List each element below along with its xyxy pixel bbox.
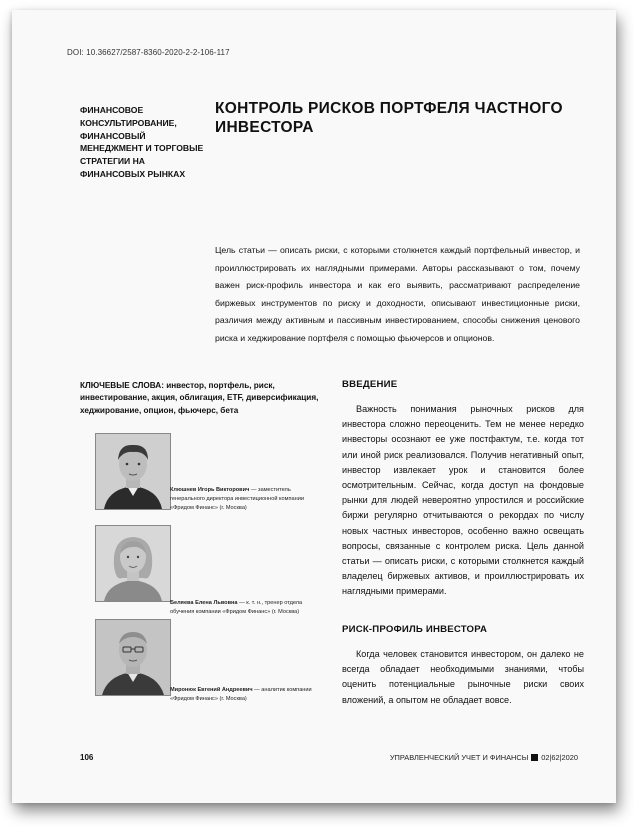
- keywords: КЛЮЧЕВЫЕ СЛОВА: инвестор, портфель, риск, инвестирование, акция, облигация, ETF, диверсификация, хеджирование, опцион, фьючерс, бета: [80, 381, 319, 415]
- author-3-info: [170, 686, 320, 704]
- author-3-desc: — аналитик компании «Фридом Финанс» (г. Москва): [170, 687, 312, 702]
- author-1-name: Клюшнев Игорь Викторович: [170, 487, 250, 493]
- author-2-info: [170, 599, 320, 617]
- author-3-name: Миронюк Евгений Андреевич: [170, 687, 253, 693]
- page-number: 106: [80, 753, 94, 762]
- author-1-info: [170, 486, 320, 513]
- section-risk-profile: [342, 624, 584, 708]
- author-2-name: Беляева Елена Львовна: [170, 600, 238, 606]
- journal-page: [12, 10, 616, 803]
- section-introduction: [342, 379, 584, 600]
- author-1-desc: — заместитель генерального директора инвестиционной компании «Фридом Финанс» (г. Москва): [170, 487, 304, 511]
- section-heading: ВВЕДЕНИЕ: [342, 379, 398, 390]
- section-text: Когда человек становится инвестором, он далеко не всегда обладает необходимыми знаниями, чтобы оценить потенциальные рыночные риски своих вложений, а опытом не обладает вовсе.: [342, 649, 584, 705]
- doi: DOI: 10.36627/2587-8360-2020-2-2-106-117: [67, 48, 230, 57]
- author-2-desc: — к. т. н., тренер отдела обучения компании «Фридом Финанс» (г. Москва): [170, 600, 303, 615]
- rubric: ФИНАНСОВОЕ КОНСУЛЬТИРОВАНИЕ, ФИНАНСОВЫЙ МЕНЕДЖМЕНТ И ТОРГОВЫЕ СТРАТЕГИИ НА ФИНАНСОВЫХ РЫНКАХ: [80, 105, 204, 179]
- author-photo: [95, 525, 171, 602]
- author-photo: [95, 619, 171, 696]
- article-title: КОНТРОЛЬ РИСКОВ ПОРТФЕЛЯ ЧАСТНОГО ИНВЕСТОРА: [215, 100, 563, 136]
- journal-name: УПРАВЛЕНЧЕСКИЙ УЧЕТ И ФИНАНСЫ: [389, 753, 529, 762]
- journal-issue: 02|62|2020: [541, 753, 578, 762]
- square-icon: [531, 754, 538, 761]
- section-text: Важность понимания рыночных рисков для инвестора сложно переоценить. Тем не менее нередко инвесторы осознают ее уже постфактум, т.е. когда тот или иной риск реализовался. Получив негативный опыт, инвестор извлекает урок и становится более осмотрительным. Сейчас, когда доступ на фондовые рынки для людей невероятно упростился и российские биржи регулярно отчитываются о рекордах по числу новых частных инвесторов, особенно важно освещать вопросы, связанные с контролем риска. Цель данной статьи — описать риски, с которыми столкнется каждый владелец биржевых активов, и проиллюстрировать их наглядными примерами.: [342, 404, 584, 597]
- abstract: Цель статьи — описать риски, с которыми столкнется каждый портфельный инвестор, и проиллюстрировать их наглядными примерами. Авторы рассказывают о том, почему важен риск-профиль инвестора и как его выявить, рассматривают распределение биржевых инструментов по риску и доходности, описывают инвестиционные риски, различия между активным и пассивным инвестированием, способы снижения ценового риска и хеджирование портфеля с помощью фьючерсов и опционов.: [215, 245, 580, 343]
- journal-footer: [390, 753, 578, 762]
- section-heading: РИСК-ПРОФИЛЬ ИНВЕСТОРА: [342, 624, 488, 635]
- author-photo: [95, 433, 171, 510]
